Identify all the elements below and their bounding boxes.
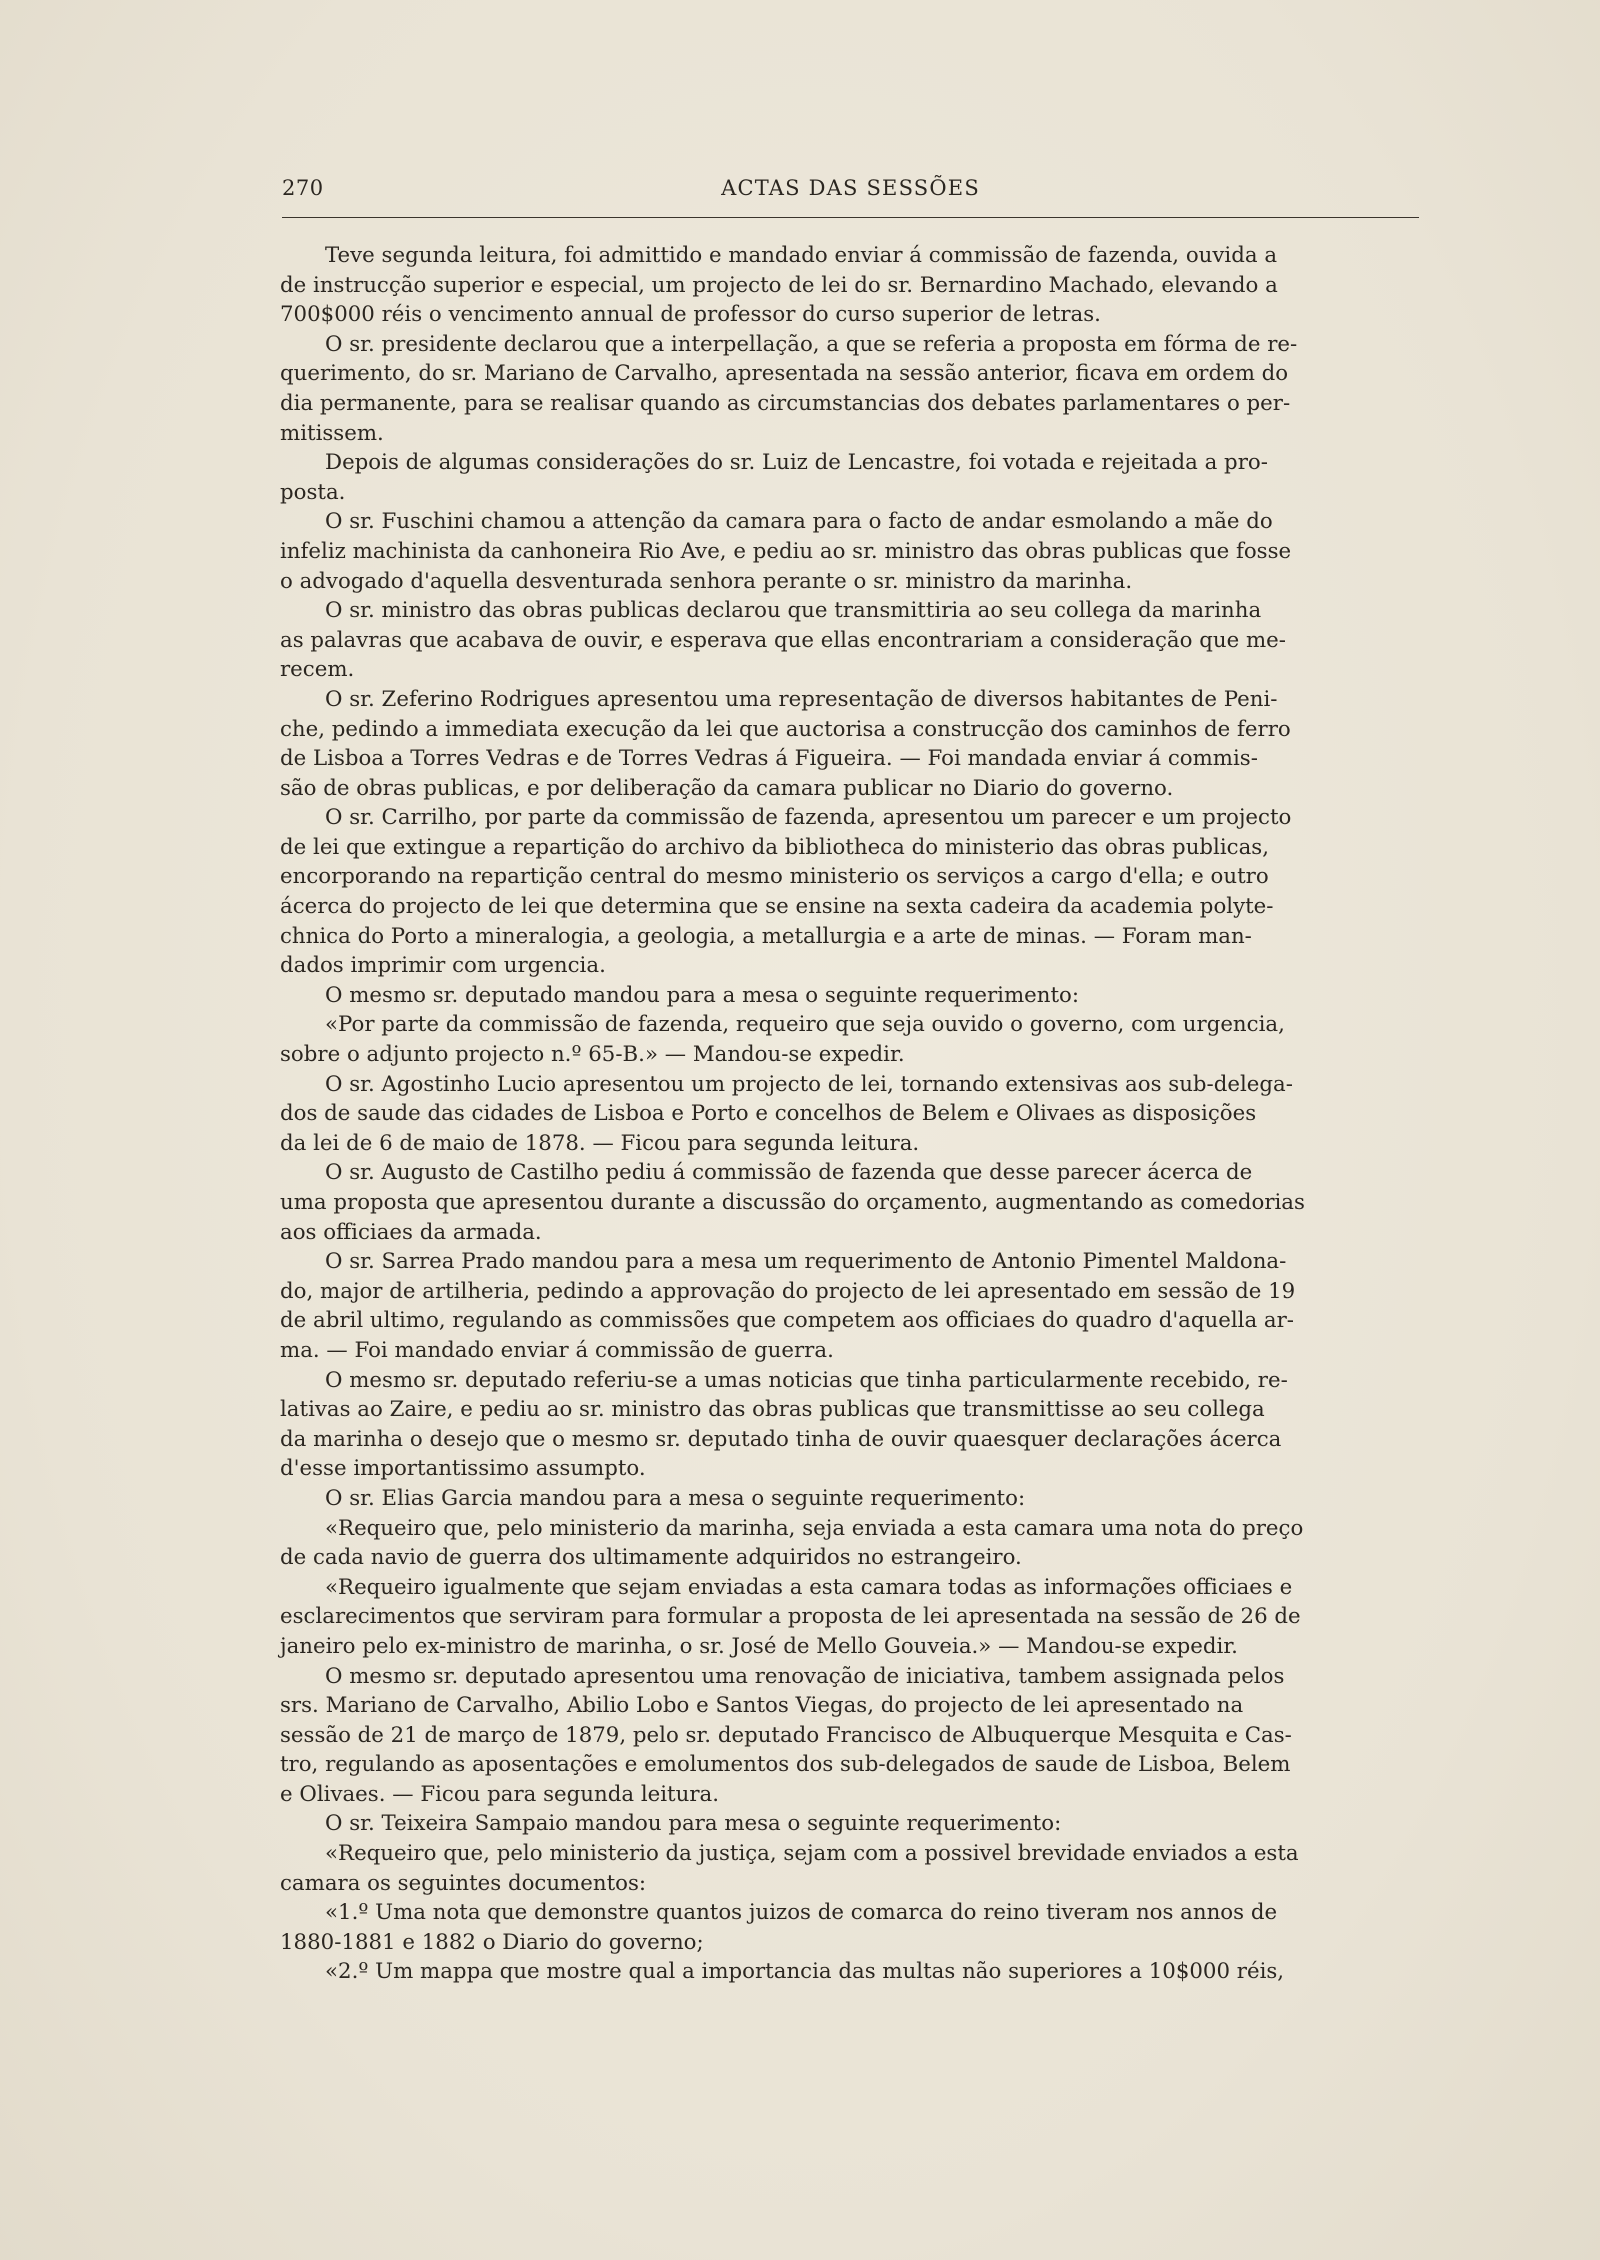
paragraph: O sr. Elias Garcia mandou para a mesa o seguinte requerimento: bbox=[325, 1485, 1026, 1511]
paragraph: O sr. ministro das obras publicas declarou que transmittiria ao seu collega da marinha as palavras que acabava de ouvir, e esperava que ellas encontrariam a consideração que me- recem. bbox=[280, 598, 1286, 683]
paragraph: Teve segunda leitura, foi admittido e mandado enviar á commissão de fazenda, ouvida a de instrucção superior e especial, um projecto de lei do sr. Bernardino Machado, elevando a 700$000 réis o vencimento annual de professor do curso superior de letras. bbox=[280, 243, 1278, 328]
paragraph: O mesmo sr. deputado mandou para a mesa o seguinte requerimento: bbox=[325, 982, 1080, 1008]
paragraph: «Requeiro igualmente que sejam enviadas a esta camara todas as informações officiaes e esclarecimentos que serviram para formular a proposta de lei apresentada na sessão de 26 de janeiro pelo ex-ministro de marinha, o sr. José de Mello Gouveia.» — Mandou-se expedir. bbox=[280, 1574, 1301, 1659]
paragraph: Depois de algumas considerações do sr. Luiz de Lencastre, foi votada e rejeitada a pro- posta. bbox=[280, 450, 1268, 505]
paragraph: «Por parte da commissão de fazenda, requeiro que seja ouvido o governo, com urgencia, sobre o adjunto projecto n.º 65-B.» — Mandou-se expedir. bbox=[280, 1012, 1285, 1068]
paragraph: «Requeiro que, pelo ministerio da justiça, sejam com a possivel brevidade enviados a esta camara os seguintes documentos: bbox=[280, 1841, 1299, 1896]
body-text bbox=[280, 241, 1420, 1987]
page-number: 270 bbox=[282, 176, 324, 200]
paragraph: O sr. Teixeira Sampaio mandou para mesa o seguinte requerimento: bbox=[325, 1811, 1062, 1837]
paragraph: O sr. Augusto de Castilho pediu á commissão de fazenda que desse parecer ácerca de uma proposta que apresentou durante a discussão do orçamento, augmentando as comedorias aos officiaes da armada. bbox=[280, 1160, 1305, 1245]
paragraph: O sr. Fuschini chamou a attenção da camara para o facto de andar esmolando a mãe do infeliz machinista da canhoneira Rio Ave, e pediu ao sr. ministro das obras publicas que fosse o advogado d'aquella desventurada senhora perante o sr. ministro da marinha. bbox=[280, 509, 1292, 594]
paragraph: O sr. Carrilho, por parte da commissão de fazenda, apresentou um parecer e um projecto de lei que extingue a repartição do archivo da bibliotheca do ministerio das obras publicas, encorporando na repartição central do mesmo ministerio os serviços a cargo d'ella; e outro ácerca do projecto de lei que determina que se ensine na sexta cadeira da academia polyte- chnica do Porto a mineralogia, a geologia, a metallurgia e a arte de minas. — Foram man- dados imprimir com urgencia. bbox=[280, 805, 1292, 979]
paragraph: O sr. Agostinho Lucio apresentou um projecto de lei, tornando extensivas aos sub-delega- dos de saude das cidades de Lisboa e Porto e concelhos de Belem e Olivaes as disposições da lei de 6 de maio de 1878. — Ficou para segunda leitura. bbox=[280, 1071, 1293, 1156]
paragraph: O mesmo sr. deputado apresentou uma renovação de iniciativa, tambem assignada pelos srs. Mariano de Carvalho, Abilio Lobo e Santos Viegas, do projecto de lei apresentado na sessão de 21 de março de 1879, pelo sr. deputado Francisco de Albuquerque Mesquita e Cas- tro, regulando as aposentações e emolumentos dos sub-delegados de saude de Lisboa, Belem e Olivaes. — Ficou para segunda leitura. bbox=[280, 1663, 1292, 1807]
paragraph: «2.º Um mappa que mostre qual a importancia das multas não superiores a 10$000 réis, bbox=[325, 1959, 1285, 1985]
paragraph: O sr. Zeferino Rodrigues apresentou uma representação de diversos habitantes de Peni- che, pedindo a immediata execução da lei que auctorisa a construcção dos caminhos de ferro de Lisboa a Torres Vedras e de Torres Vedras á Figueira. — Foi mandada enviar á commis- são de obras publicas, e por deliberação da camara publicar no Diario do governo. bbox=[280, 686, 1291, 801]
paragraph: «1.º Uma nota que demonstre quantos juizos de comarca do reino tiveram nos annos de 1880-1881 e 1882 o Diario do governo; bbox=[280, 1900, 1278, 1955]
paragraph: «Requeiro que, pelo ministerio da marinha, seja enviada a esta camara uma nota do preço de cada navio de guerra dos ultimamente adquiridos no estrangeiro. bbox=[280, 1515, 1304, 1571]
page-header bbox=[282, 176, 1419, 216]
paragraph: O sr. presidente declarou que a interpellação, a que se referia a proposta em fórma de re- querimento, do sr. Mariano de Carvalho, apresentada na sessão anterior, ficava em ordem do dia permanente, para se realisar quando as circumstancias dos debates parlamentares o per- mitissem. bbox=[280, 331, 1298, 446]
header-rule bbox=[282, 217, 1419, 218]
paragraph: O sr. Sarrea Prado mandou para a mesa um requerimento de Antonio Pimentel Maldona- do, major de artilheria, pedindo a approvação do projecto de lei apresentado em sessão de 19 de abril ultimo, regulando as commissões que competem aos officiaes do quadro d'aquella ar- ma. — Foi mandado enviar á commissão de guerra. bbox=[280, 1249, 1296, 1363]
running-title: ACTAS DAS SESSÕES bbox=[721, 176, 980, 200]
paragraph: O mesmo sr. deputado referiu-se a umas noticias que tinha particularmente recebido, re- lativas ao Zaire, e pediu ao sr. ministro das obras publicas que transmittisse ao seu collega da marinha o desejo que o mesmo sr. deputado tinha de ouvir quaesquer declarações ácerca d'esse importantissimo assumpto. bbox=[280, 1367, 1288, 1482]
